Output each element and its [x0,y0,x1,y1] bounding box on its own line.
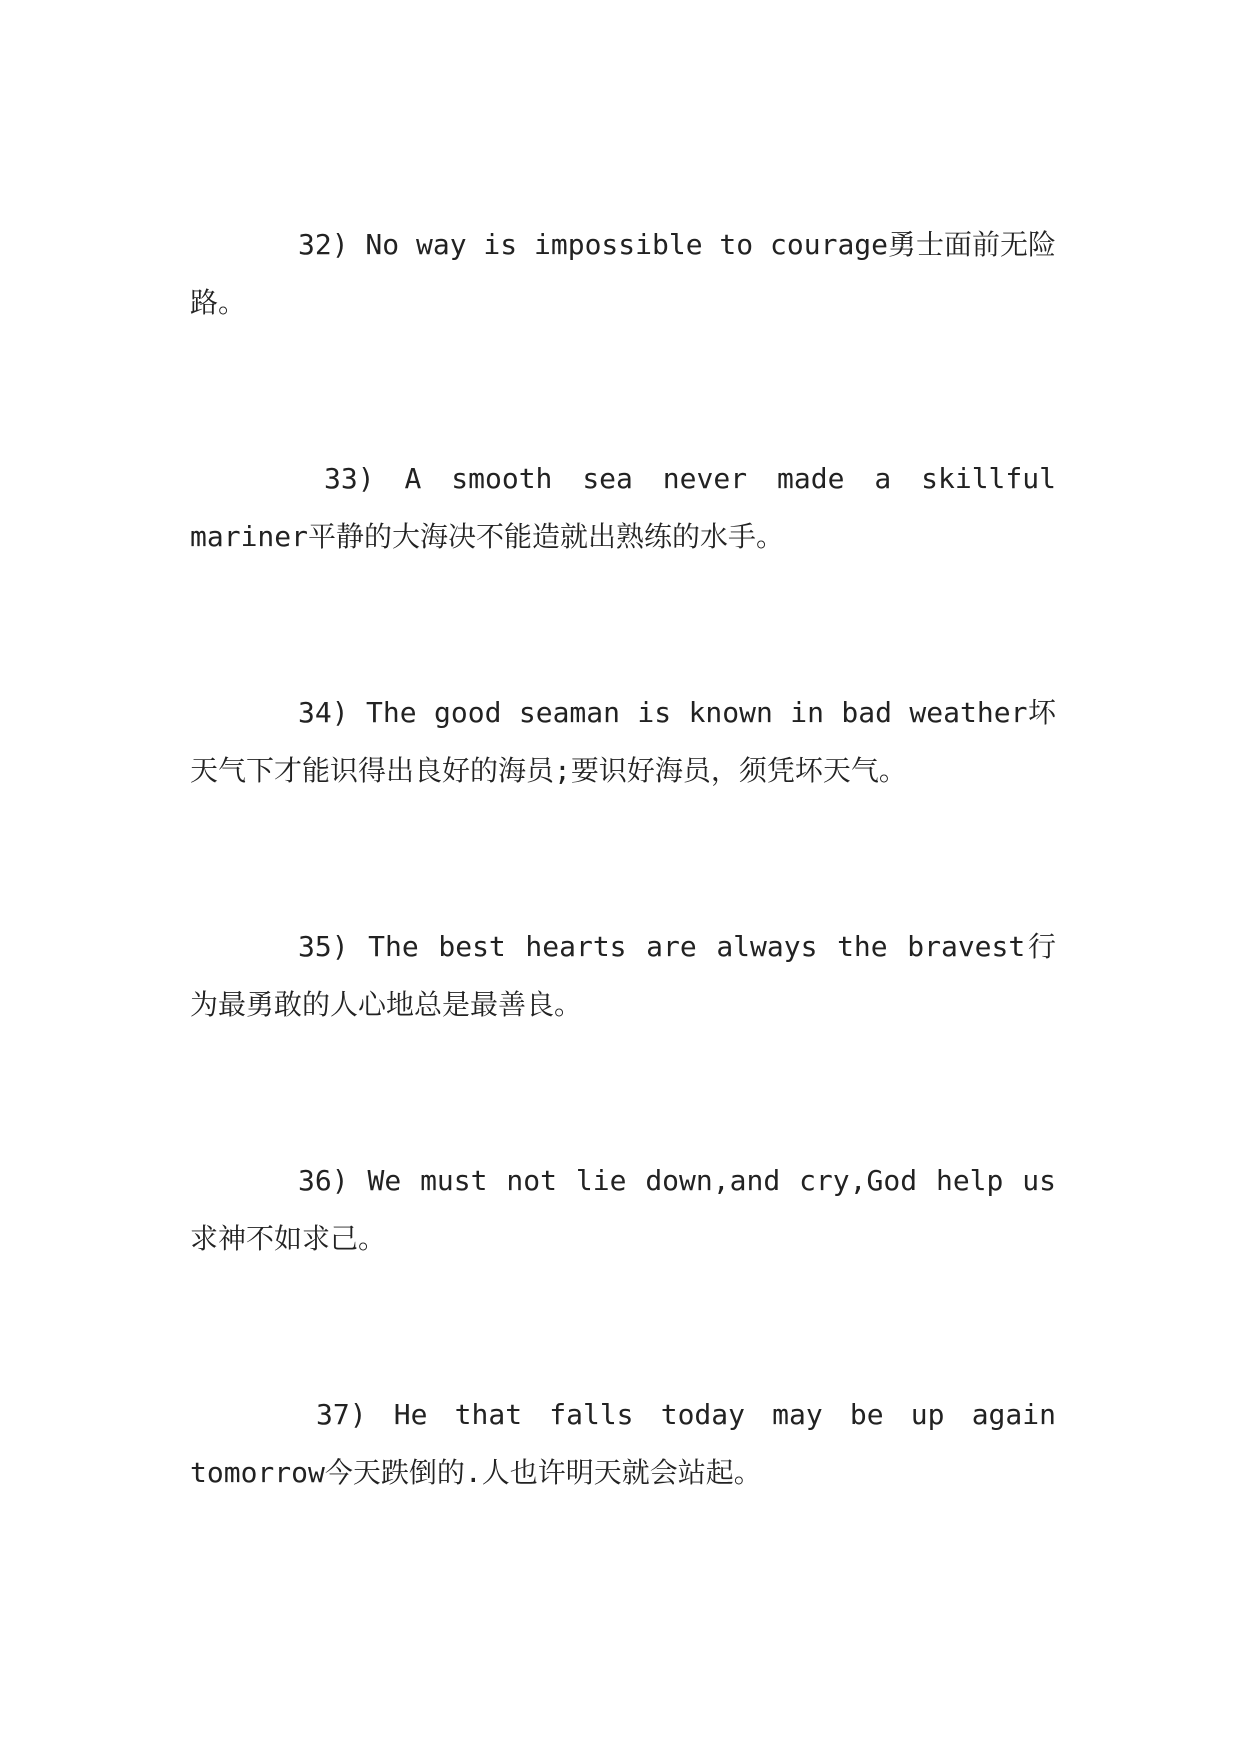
quote-paragraph-36: 36) We must not lie down,and cry,God help us求神不如求己。 [190,1164,1056,1255]
quote-paragraph-37: 37) He that falls today may be up again tomorrow今天跌倒的.人也许明天就会站起。 [190,1398,1056,1489]
quote-paragraph-33: 33) A smooth sea never made a skillful mariner平静的大海决不能造就出熟练的水手。 [190,462,1056,553]
quote-paragraph-32: 32) No way is impossible to courage勇士面前无险路。 [190,228,1057,319]
quote-paragraph-35: 35) The best hearts are always the bravest行为最勇敢的人心地总是最善良。 [190,930,1056,1021]
quote-paragraph-34: 34) The good seaman is known in bad weather坏天气下才能识得出良好的海员;要识好海员，须凭坏天气。 [190,696,1056,787]
